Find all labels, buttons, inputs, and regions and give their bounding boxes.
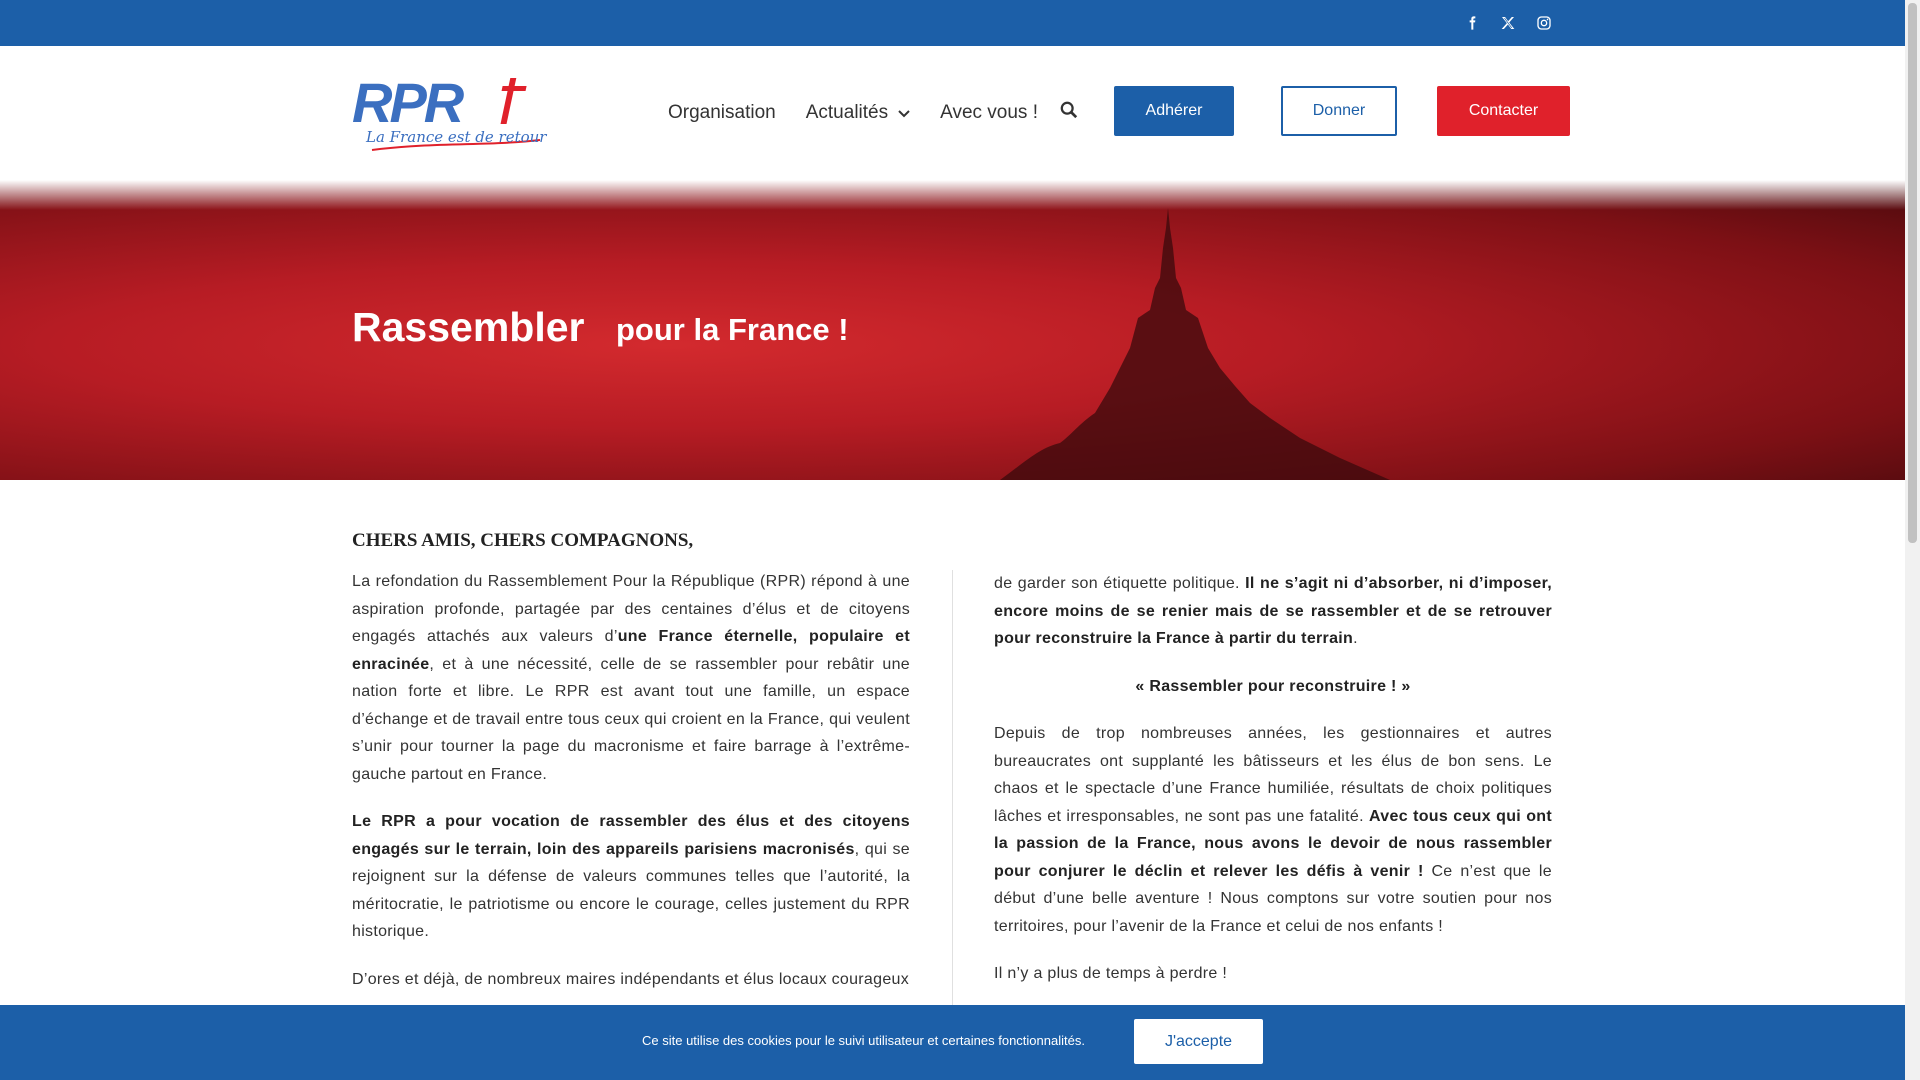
article-paragraph: Il n’y a plus de temps à perdre ! xyxy=(994,965,1228,982)
nav-avec-vous[interactable] xyxy=(940,102,1038,124)
top-bar xyxy=(0,0,1905,46)
hero-title: Rassembler xyxy=(352,304,585,350)
scrollbar-thumb[interactable] xyxy=(1908,3,1917,543)
chevron-down-icon xyxy=(898,102,910,124)
mont-saint-michel-silhouette xyxy=(1000,198,1560,480)
article-paragraph: Depuis de trop nombreuses années, les gestionnaires et autres bureaucrates ont supplanté les bâtisseurs et les élus de bon sens. Le chaos et le spectacle d’une France humiliée, résultats de choix politiques lâches et irresponsables, ne sont pas une fatalité. Avec tous ceux qui ont la passion de la France, nous avons le devoir de nous rassembler pour conjurer le déclin et relever les défis à venir ! Ce n’est que le début d’une belle aventure ! Nous comptons sur votre soutien pour nos territoires, pour l’avenir de la France et celui de nos enfants ! xyxy=(994,725,1552,935)
nav-organisation[interactable] xyxy=(668,102,776,124)
cookie-text: Ce site utilise des cookies pour le suivi utilisateur et certaines fonctionnalités. xyxy=(642,1033,1085,1048)
hero-top-fade xyxy=(0,180,1905,210)
svg-text:La France est de retour !: La France est de retour ! xyxy=(366,128,552,146)
nav-avec-vous-label: Avec vous ! xyxy=(940,102,1038,123)
hero-subtitle: pour la France ! xyxy=(616,312,849,347)
x-twitter-icon[interactable] xyxy=(1498,13,1518,33)
search-icon[interactable] xyxy=(1060,101,1080,121)
hero-banner xyxy=(0,180,1905,480)
article-content xyxy=(352,530,1552,1010)
article-slogan: « Rassembler pour reconstruire ! » xyxy=(1135,677,1411,695)
svg-text:RPR: RPR xyxy=(352,71,462,134)
social-links xyxy=(1462,13,1554,33)
column-divider xyxy=(952,570,953,1010)
article-paragraph: La refondation du Rassemblement Pour la République (RPR) répond à une aspiration profonde, partagée par des centaines d’élus et de citoyens engagés attachés aux valeurs d’une France éternelle, populaire et enracinée, et à une nécessité, celle de se rassembler pour rebâtir une nation forte et libre. Le RPR est avant tout une famille, un espace d’échange et de travail entre tous ceux qui croient en la France, qui veulent s’unir pour tourner la page du macronisme et faire barrage à l’extrême-gauche partout en France. xyxy=(352,573,910,783)
cookie-banner xyxy=(0,1005,1905,1080)
cookie-accept-button[interactable]: J'accepte xyxy=(1134,1019,1263,1064)
main-nav xyxy=(668,102,1068,124)
nav-actualites[interactable] xyxy=(806,102,910,124)
site-header xyxy=(0,46,1905,180)
article-paragraph: de garder son étiquette politique. Il ne s’agit ni d’absorber, ni d’imposer, encore moins de se renier mais de se rassembler et de se retrouver pour reconstruire la France à partir du terrain. xyxy=(994,575,1552,647)
instagram-icon[interactable] xyxy=(1534,13,1554,33)
page-scrollbar[interactable] xyxy=(1905,0,1920,1080)
article-column-left xyxy=(352,530,910,1010)
contacter-button[interactable]: Contacter xyxy=(1437,86,1570,136)
adherer-button[interactable]: Adhérer xyxy=(1114,86,1234,136)
nav-actualites-label: Actualités xyxy=(805,102,889,123)
site-logo[interactable] xyxy=(352,70,552,156)
facebook-icon[interactable] xyxy=(1462,13,1482,33)
article-paragraph: Le RPR a pour vocation de rassembler des élus et des citoyens engagés sur le terrain, loin des appareils parisiens macronisés, qui se rejoignent sur la défense de valeurs communes telles que l’autorité, la méritocratie, le patriotisme ou encore le courage, celles justement du RPR historique. xyxy=(352,813,910,940)
article-column-right xyxy=(994,570,1552,1008)
nav-organisation-label: Organisation xyxy=(668,102,776,123)
article-paragraph: D’ores et déjà, de nombreux maires indépendants et élus locaux courageux xyxy=(352,970,910,988)
donner-button[interactable]: Donner xyxy=(1281,86,1397,136)
article-heading: CHERS AMIS, CHERS COMPAGNONS, xyxy=(352,530,694,551)
